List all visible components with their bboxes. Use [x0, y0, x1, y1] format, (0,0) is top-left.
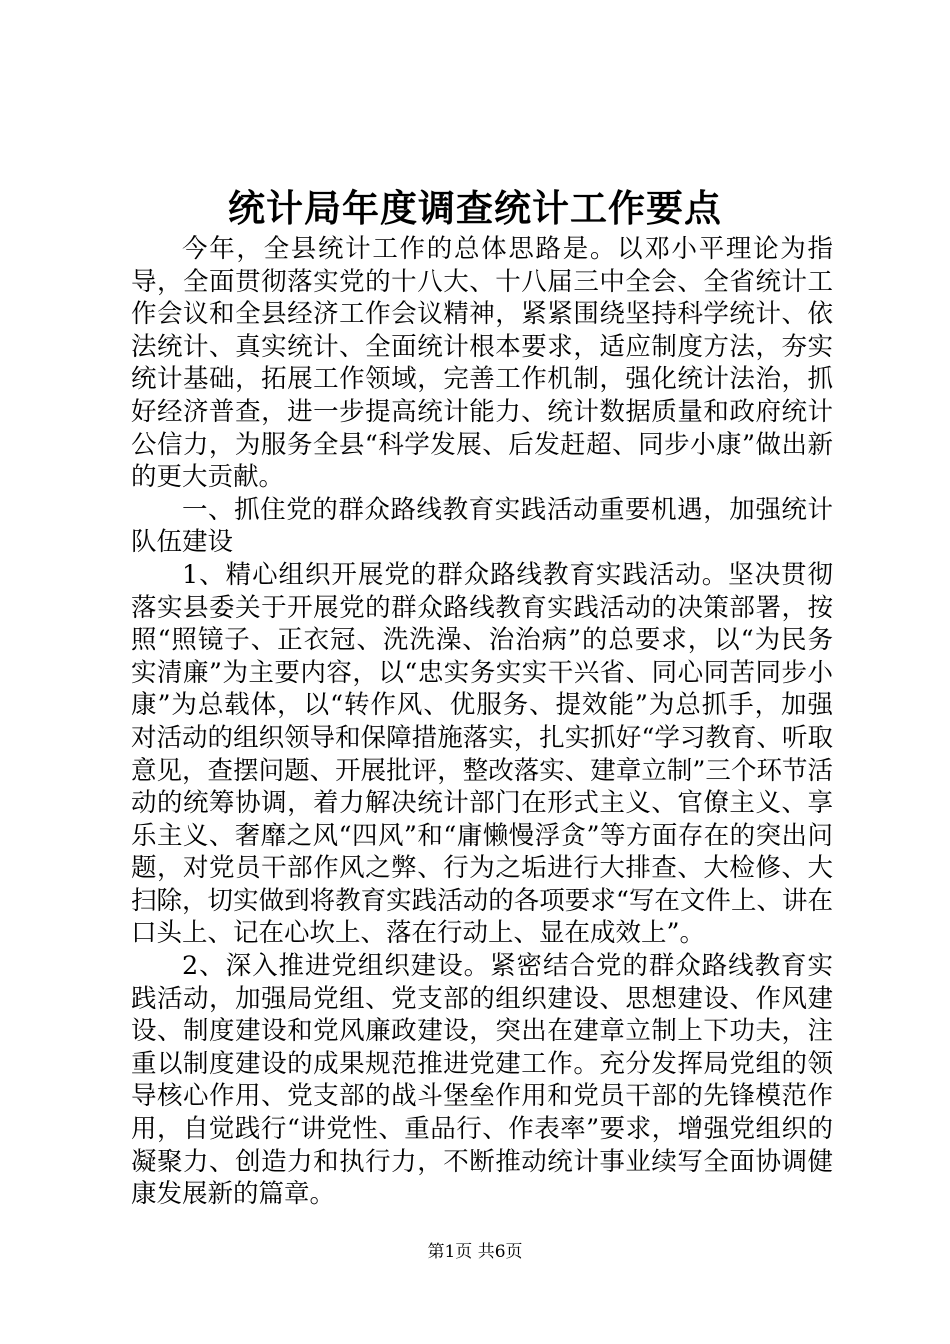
document-title: 统计局年度调查统计工作要点 [228, 186, 722, 230]
page-footer: 第1页 共6页 [427, 1242, 523, 1262]
paragraph-item-1: 1、精心组织开展党的群众路线教育实践活动。坚决贯彻落实县委关于开展党的群众路线教育实践活动的决策部署，按照“照镜子、正衣冠、洗洗澡、治治病”的总要求，以“为民务实清廉”为主要内容，以“忠实务实实干兴省、同心同苦同步小康”为总载体，以“转作风、优服务、提效能”为总抓手，加强对活动的组织领导和保障措施落实，扎实抓好“学习教育、听取意见，查摆问题、开展批评，整改落实、建章立制”三个环节活动的统筹协调，着力解决统计部门在形式主义、官僚主义、享乐主义、奢靡之风“四风”和“庸懒慢浮贪”等方面存在的突出问题，对党员干部作风之弊、行为之垢进行大排查、大检修、大扫除，切实做到将教育实践活动的各项要求“写在文件上、讲在口头上、记在心坎上、落在行动上、显在成效上”。 [131, 559, 833, 949]
paragraph-intro: 今年，全县统计工作的总体思路是。以邓小平理论为指导，全面贯彻落实党的十八大、十八届三中全会、全省统计工作会议和全县经济工作会议精神，紧紧围绕坚持科学统计、依法统计、真实统计、全面统计根本要求，适应制度方法，夯实统计基础，拓展工作领域，完善工作机制，强化统计法治，抓好经济普查，进一步提高统计能力、统计数据质量和政府统计公信力，为服务全县“科学发展、后发赶超、同步小康”做出新的更大贡献。 [131, 234, 833, 493]
document-body [131, 233, 833, 1211]
paragraph-item-2: 2、深入推进党组织建设。紧密结合党的群众路线教育实践活动，加强局党组、党支部的组织建设、思想建设、作风建设、制度建设和党风廉政建设，突出在建章立制上下功夫，注重以制度建设的成果规范推进党建工作。充分发挥局党组的领导核心作用、党支部的战斗堡垒作用和党员干部的先锋模范作用，自觉践行“讲党性、重品行、作表率”要求，增强党组织的凝聚力、创造力和执行力，不断推动统计事业续写全面协调健康发展新的篇章。 [131, 951, 833, 1210]
section-heading-1: 一、抓住党的群众路线教育实践活动重要机遇，加强统计队伍建设 [131, 494, 833, 558]
